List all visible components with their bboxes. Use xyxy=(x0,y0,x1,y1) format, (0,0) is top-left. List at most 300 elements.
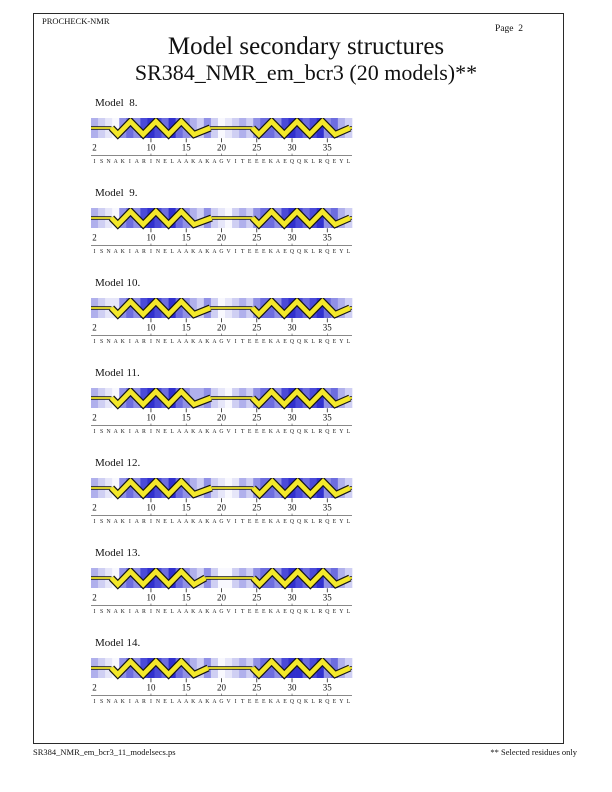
sequence-letter: K xyxy=(120,339,125,346)
sequence-letter: Q xyxy=(325,519,330,526)
sequence-letter: A xyxy=(113,339,118,346)
sequence-letter: E xyxy=(163,429,167,436)
axis-tick-label: 15 xyxy=(181,322,191,333)
sequence-letter: A xyxy=(275,339,281,346)
sequence-letter: K xyxy=(304,159,309,166)
axis-tick-label: 15 xyxy=(181,232,191,243)
sequence-letter: A xyxy=(275,699,281,706)
sequence-letter: Q xyxy=(325,159,330,166)
sequence-letter: V xyxy=(226,339,231,346)
sequence-letter: A xyxy=(177,609,182,616)
sequence-letter: E xyxy=(283,609,287,616)
sequence-letter: Y xyxy=(339,339,344,346)
sequence-letter: Q xyxy=(289,339,295,346)
model-label: Model 11. xyxy=(95,367,140,379)
sequence-letter: A xyxy=(212,699,217,706)
sequence-letter: K xyxy=(268,519,273,526)
sequence-letter: A xyxy=(184,339,189,346)
model-label: Model 13. xyxy=(95,547,141,559)
sequence-letter: K xyxy=(304,519,309,526)
axis-tick-label: 35 xyxy=(322,682,332,693)
model-block xyxy=(0,457,612,547)
sequence-letter: E xyxy=(163,519,167,526)
sequence-letter: L xyxy=(346,609,351,616)
sequence-letter: R xyxy=(318,159,323,166)
sequence-letter: K xyxy=(191,249,196,256)
axis-tick-label: 15 xyxy=(181,142,191,153)
axis-tick-label: 35 xyxy=(322,232,332,243)
sequence-letter: E xyxy=(283,339,287,346)
sequence-letter: K xyxy=(205,699,210,706)
sequence-letter: E xyxy=(247,159,252,166)
sequence-letter: I xyxy=(128,339,131,346)
sequence-letter: S xyxy=(99,249,104,256)
model-structure-svg xyxy=(91,388,358,436)
sequence-letter: R xyxy=(141,429,146,436)
sequence-letter: I xyxy=(234,249,237,256)
sequence-letter: L xyxy=(311,249,315,256)
sequence-letter: I xyxy=(149,429,152,436)
axis-tick-label: 25 xyxy=(252,412,262,423)
axis-tick-label: 10 xyxy=(146,232,156,243)
sequence-letter: K xyxy=(191,699,196,706)
sequence-letter: L xyxy=(346,699,351,706)
sequence-letter: K xyxy=(205,339,210,346)
sequence-letter: K xyxy=(191,159,196,166)
sequence-letter: L xyxy=(311,339,315,346)
sequence-letter: R xyxy=(141,699,146,706)
sequence-letter: A xyxy=(198,609,203,616)
sequence-letter: I xyxy=(93,429,96,436)
axis-tick-label: 30 xyxy=(287,502,297,513)
sequence-letter: L xyxy=(346,339,351,346)
sequence-letter: K xyxy=(120,249,125,256)
sequence-letter: A xyxy=(275,249,281,256)
sequence-letter: R xyxy=(141,609,146,616)
sequence-letter: A xyxy=(177,519,182,526)
axis-tick-label: 20 xyxy=(217,412,226,423)
axis-tick-label: 10 xyxy=(146,592,156,603)
sequence-letter: Q xyxy=(296,159,302,166)
sequence-letter: L xyxy=(346,249,351,256)
sequence-letter: A xyxy=(184,519,189,526)
axis-tick-label: 20 xyxy=(217,142,226,153)
axis-tick-label: 2 xyxy=(92,502,97,513)
model-label: Model 8. xyxy=(95,97,138,109)
axis-tick-label: 30 xyxy=(287,682,297,693)
sequence-letter: N xyxy=(106,429,111,436)
sequence-letter: N xyxy=(106,699,111,706)
sequence-letter: N xyxy=(155,519,161,526)
sequence-letter: R xyxy=(318,519,323,526)
sequence-letter: E xyxy=(262,249,266,256)
sequence-letter: E xyxy=(247,699,252,706)
sequence-letter: A xyxy=(212,609,217,616)
sequence-letter: N xyxy=(155,429,161,436)
sequence-letter: A xyxy=(177,699,182,706)
sequence-letter: E xyxy=(332,339,337,346)
sequence-letter: E xyxy=(262,429,266,436)
sequence-letter: K xyxy=(304,339,309,346)
sequence-letter: A xyxy=(113,429,118,436)
sequence-letter: K xyxy=(120,609,125,616)
sequence-letter: E xyxy=(332,159,337,166)
sequence-letter: Q xyxy=(289,699,295,706)
sequence-letter: E xyxy=(332,519,337,526)
sequence-letter: K xyxy=(268,249,273,256)
sequence-letter: I xyxy=(128,699,131,706)
sequence-letter: E xyxy=(283,699,287,706)
sequence-letter: L xyxy=(170,609,174,616)
sequence-letter: I xyxy=(128,159,131,166)
sequence-letter: A xyxy=(113,249,118,256)
sequence-letter: V xyxy=(226,519,231,526)
sequence-letter: Q xyxy=(289,429,295,436)
sequence-letter: K xyxy=(191,609,196,616)
sequence-letter: A xyxy=(198,699,203,706)
sequence-letter: Y xyxy=(339,159,344,166)
sequence-letter: A xyxy=(134,609,139,616)
sequence-letter: N xyxy=(106,609,111,616)
sequence-letter: R xyxy=(141,339,146,346)
axis-tick-label: 2 xyxy=(92,322,97,333)
model-block xyxy=(0,97,612,187)
sequence-letter: I xyxy=(149,159,152,166)
sequence-letter: K xyxy=(205,159,210,166)
axis-tick-label: 35 xyxy=(322,592,332,603)
sequence-letter: E xyxy=(254,249,259,256)
sequence-letter: Q xyxy=(296,519,302,526)
sequence-letter: K xyxy=(205,609,210,616)
sequence-letter: N xyxy=(155,699,161,706)
sequence-letter: E xyxy=(262,339,266,346)
sequence-letter: K xyxy=(191,519,196,526)
sequence-letter: K xyxy=(205,519,210,526)
sequence-letter: T xyxy=(240,159,245,166)
sequence-letter: A xyxy=(212,249,217,256)
sequence-letter: A xyxy=(198,429,203,436)
sequence-letter: G xyxy=(219,249,224,256)
model-label: Model 10. xyxy=(95,277,141,289)
sequence-letter: E xyxy=(332,249,337,256)
sequence-letter: A xyxy=(134,429,139,436)
axis-tick-label: 20 xyxy=(217,322,226,333)
sequence-letter: A xyxy=(113,519,118,526)
sequence-letter: S xyxy=(99,159,104,166)
sequence-letter: E xyxy=(163,699,167,706)
sequence-letter: A xyxy=(275,519,281,526)
sequence-letter: L xyxy=(170,159,174,166)
sequence-letter: L xyxy=(311,699,315,706)
sequence-letter: I xyxy=(93,519,96,526)
sequence-letter: K xyxy=(205,249,210,256)
sequence-letter: K xyxy=(120,519,125,526)
sequence-letter: Q xyxy=(296,609,302,616)
sequence-letter: Y xyxy=(339,249,344,256)
sequence-letter: K xyxy=(268,339,273,346)
sequence-letter: A xyxy=(275,159,281,166)
sequence-letter: S xyxy=(99,699,104,706)
sequence-letter: T xyxy=(240,699,245,706)
sequence-letter: A xyxy=(134,699,139,706)
sequence-letter: K xyxy=(268,159,273,166)
sequence-letter: E xyxy=(254,519,259,526)
sequence-letter: V xyxy=(226,429,231,436)
sequence-letter: N xyxy=(155,249,161,256)
sequence-letter: L xyxy=(170,519,174,526)
axis-tick-label: 20 xyxy=(217,502,226,513)
sequence-letter: E xyxy=(163,339,167,346)
sequence-letter: I xyxy=(149,339,152,346)
sequence-letter: T xyxy=(240,519,245,526)
axis-tick-label: 35 xyxy=(322,322,332,333)
axis-tick-label: 10 xyxy=(146,682,156,693)
model-block xyxy=(0,367,612,457)
sequence-letter: E xyxy=(332,429,337,436)
sequence-letter: K xyxy=(304,699,309,706)
model-label: Model 14. xyxy=(95,637,141,649)
sequence-letter: L xyxy=(311,609,315,616)
sequence-letter: E xyxy=(283,519,287,526)
sequence-letter: L xyxy=(170,339,174,346)
sequence-letter: I xyxy=(234,699,237,706)
sequence-letter: I xyxy=(234,519,237,526)
sequence-letter: I xyxy=(128,249,131,256)
sequence-letter: E xyxy=(262,159,266,166)
axis-tick-label: 25 xyxy=(252,592,262,603)
axis-tick-label: 2 xyxy=(92,412,97,423)
sequence-letter: N xyxy=(106,519,111,526)
sequence-letter: L xyxy=(311,159,315,166)
sequence-letter: Q xyxy=(325,699,330,706)
sequence-letter: K xyxy=(268,429,273,436)
sequence-letter: R xyxy=(141,159,146,166)
sequence-letter: E xyxy=(247,609,252,616)
sequence-letter: Y xyxy=(339,429,344,436)
sequence-letter: I xyxy=(149,699,152,706)
sequence-letter: E xyxy=(283,249,287,256)
model-structure-svg xyxy=(91,478,358,526)
axis-tick-label: 25 xyxy=(252,232,262,243)
sequence-letter: Q xyxy=(289,249,295,256)
sequence-letter: N xyxy=(155,609,161,616)
sequence-letter: A xyxy=(198,249,203,256)
sequence-letter: A xyxy=(177,159,182,166)
sequence-letter: I xyxy=(234,339,237,346)
sequence-letter: A xyxy=(212,339,217,346)
sequence-letter: K xyxy=(120,429,125,436)
sequence-letter: G xyxy=(219,429,224,436)
sequence-letter: T xyxy=(240,609,245,616)
sequence-letter: N xyxy=(106,339,111,346)
sequence-letter: I xyxy=(93,339,96,346)
sequence-letter: A xyxy=(134,339,139,346)
sequence-letter: L xyxy=(346,429,351,436)
sequence-letter: Y xyxy=(339,519,344,526)
sequence-letter: I xyxy=(128,429,131,436)
axis-tick-label: 25 xyxy=(252,502,262,513)
sequence-letter: I xyxy=(128,519,131,526)
sequence-letter: N xyxy=(106,159,111,166)
sequence-letter: T xyxy=(240,249,245,256)
footer-note: ** Selected residues only xyxy=(490,747,577,757)
sequence-letter: A xyxy=(134,159,139,166)
sequence-letter: E xyxy=(254,429,259,436)
sequence-letter: I xyxy=(128,609,131,616)
sequence-letter: Q xyxy=(289,609,295,616)
sequence-letter: A xyxy=(212,429,217,436)
axis-tick-label: 2 xyxy=(92,592,97,603)
axis-tick-label: 10 xyxy=(146,412,156,423)
sequence-letter: A xyxy=(212,159,217,166)
axis-tick-label: 25 xyxy=(252,682,262,693)
sequence-letter: G xyxy=(219,609,224,616)
axis-tick-label: 10 xyxy=(146,142,156,153)
sequence-letter: Q xyxy=(325,429,330,436)
axis-tick-label: 2 xyxy=(92,142,97,153)
model-structure-svg xyxy=(91,118,358,166)
sequence-letter: S xyxy=(99,519,104,526)
sequence-letter: L xyxy=(346,159,351,166)
page-title: Model secondary structures xyxy=(167,33,445,60)
app-title: PROCHECK-NMR xyxy=(42,16,110,26)
axis-tick-label: 30 xyxy=(287,592,297,603)
axis-tick-label: 20 xyxy=(217,592,226,603)
sequence-letter: G xyxy=(219,519,224,526)
axis-tick-label: 10 xyxy=(146,322,156,333)
axis-tick-label: 35 xyxy=(322,502,332,513)
sequence-letter: Q xyxy=(325,339,330,346)
axis-tick-label: 15 xyxy=(181,682,191,693)
sequence-letter: E xyxy=(262,609,266,616)
axis-tick-label: 25 xyxy=(252,142,262,153)
sequence-letter: I xyxy=(149,249,152,256)
sequence-letter: A xyxy=(198,159,203,166)
sequence-letter: A xyxy=(113,159,118,166)
page-subtitle: SR384_NMR_em_bcr3 (20 models)** xyxy=(134,60,478,85)
sequence-letter: R xyxy=(141,249,146,256)
axis-tick-label: 35 xyxy=(322,412,332,423)
sequence-letter: I xyxy=(93,699,96,706)
sequence-letter: I xyxy=(93,159,96,166)
sequence-letter: N xyxy=(155,159,161,166)
axis-tick-label: 30 xyxy=(287,412,297,423)
sequence-letter: I xyxy=(234,609,237,616)
sequence-letter: R xyxy=(141,519,146,526)
sequence-letter: L xyxy=(170,699,174,706)
sequence-letter: Y xyxy=(339,699,344,706)
model-structure-svg xyxy=(91,568,358,616)
sequence-letter: A xyxy=(177,429,182,436)
sequence-letter: E xyxy=(283,159,287,166)
sequence-letter: R xyxy=(318,699,323,706)
sequence-letter: A xyxy=(134,519,139,526)
sequence-letter: E xyxy=(163,609,167,616)
axis-tick-label: 30 xyxy=(287,322,297,333)
sequence-letter: A xyxy=(198,339,203,346)
sequence-letter: Q xyxy=(296,429,302,436)
sequence-letter: A xyxy=(275,429,281,436)
sequence-letter: G xyxy=(219,159,224,166)
sequence-letter: K xyxy=(304,609,309,616)
sequence-letter: A xyxy=(212,519,217,526)
sequence-letter: L xyxy=(346,519,351,526)
sequence-letter: K xyxy=(304,429,309,436)
sequence-letter: E xyxy=(254,339,259,346)
axis-tick-label: 25 xyxy=(252,322,262,333)
model-structure-svg xyxy=(91,658,358,706)
sequence-letter: E xyxy=(283,429,287,436)
axis-tick-label: 15 xyxy=(181,412,191,423)
sequence-letter: A xyxy=(275,609,281,616)
model-label: Model 9. xyxy=(95,187,138,199)
axis-tick-label: 10 xyxy=(146,502,156,513)
sequence-letter: G xyxy=(219,699,224,706)
sequence-letter: Q xyxy=(296,699,302,706)
sequence-letter: T xyxy=(240,339,245,346)
sequence-letter: V xyxy=(226,159,231,166)
sequence-letter: E xyxy=(332,609,337,616)
sequence-letter: E xyxy=(332,699,337,706)
sequence-letter: L xyxy=(311,519,315,526)
sequence-letter: E xyxy=(262,699,266,706)
sequence-letter: A xyxy=(113,609,118,616)
sequence-letter: T xyxy=(240,429,245,436)
sequence-letter: K xyxy=(304,249,309,256)
sequence-letter: K xyxy=(191,429,196,436)
sequence-letter: V xyxy=(226,699,231,706)
axis-tick-label: 2 xyxy=(92,682,97,693)
model-block xyxy=(0,547,612,637)
sequence-letter: S xyxy=(99,339,104,346)
sequence-letter: I xyxy=(149,609,152,616)
sequence-letter: I xyxy=(149,519,152,526)
sequence-letter: L xyxy=(311,429,315,436)
sequence-letter: E xyxy=(247,339,252,346)
sequence-letter: E xyxy=(254,159,259,166)
sequence-letter: K xyxy=(120,699,125,706)
sequence-letter: R xyxy=(318,609,323,616)
sequence-letter: I xyxy=(234,159,237,166)
footer-filename: SR384_NMR_em_bcr3_11_modelsecs.ps xyxy=(33,747,176,757)
model-label: Model 12. xyxy=(95,457,141,469)
model-structure-svg xyxy=(91,298,358,346)
sequence-letter: E xyxy=(262,519,266,526)
sequence-letter: A xyxy=(177,249,182,256)
sequence-letter: V xyxy=(226,249,231,256)
sequence-letter: A xyxy=(113,699,118,706)
axis-tick-label: 2 xyxy=(92,232,97,243)
sequence-letter: Q xyxy=(296,339,302,346)
sequence-letter: K xyxy=(205,429,210,436)
model-block xyxy=(0,187,612,277)
axis-tick-label: 20 xyxy=(217,682,226,693)
model-block xyxy=(0,637,612,727)
sequence-letter: I xyxy=(93,609,96,616)
sequence-letter: K xyxy=(268,609,273,616)
sequence-letter: G xyxy=(219,339,224,346)
sequence-letter: R xyxy=(318,429,323,436)
sequence-letter: A xyxy=(184,249,189,256)
axis-tick-label: 35 xyxy=(322,142,332,153)
sequence-letter: S xyxy=(99,429,104,436)
axis-tick-label: 30 xyxy=(287,142,297,153)
sequence-letter: E xyxy=(247,429,252,436)
sequence-letter: A xyxy=(184,609,189,616)
axis-tick-label: 20 xyxy=(217,232,226,243)
sequence-letter: A xyxy=(184,429,189,436)
axis-tick-label: 15 xyxy=(181,502,191,513)
